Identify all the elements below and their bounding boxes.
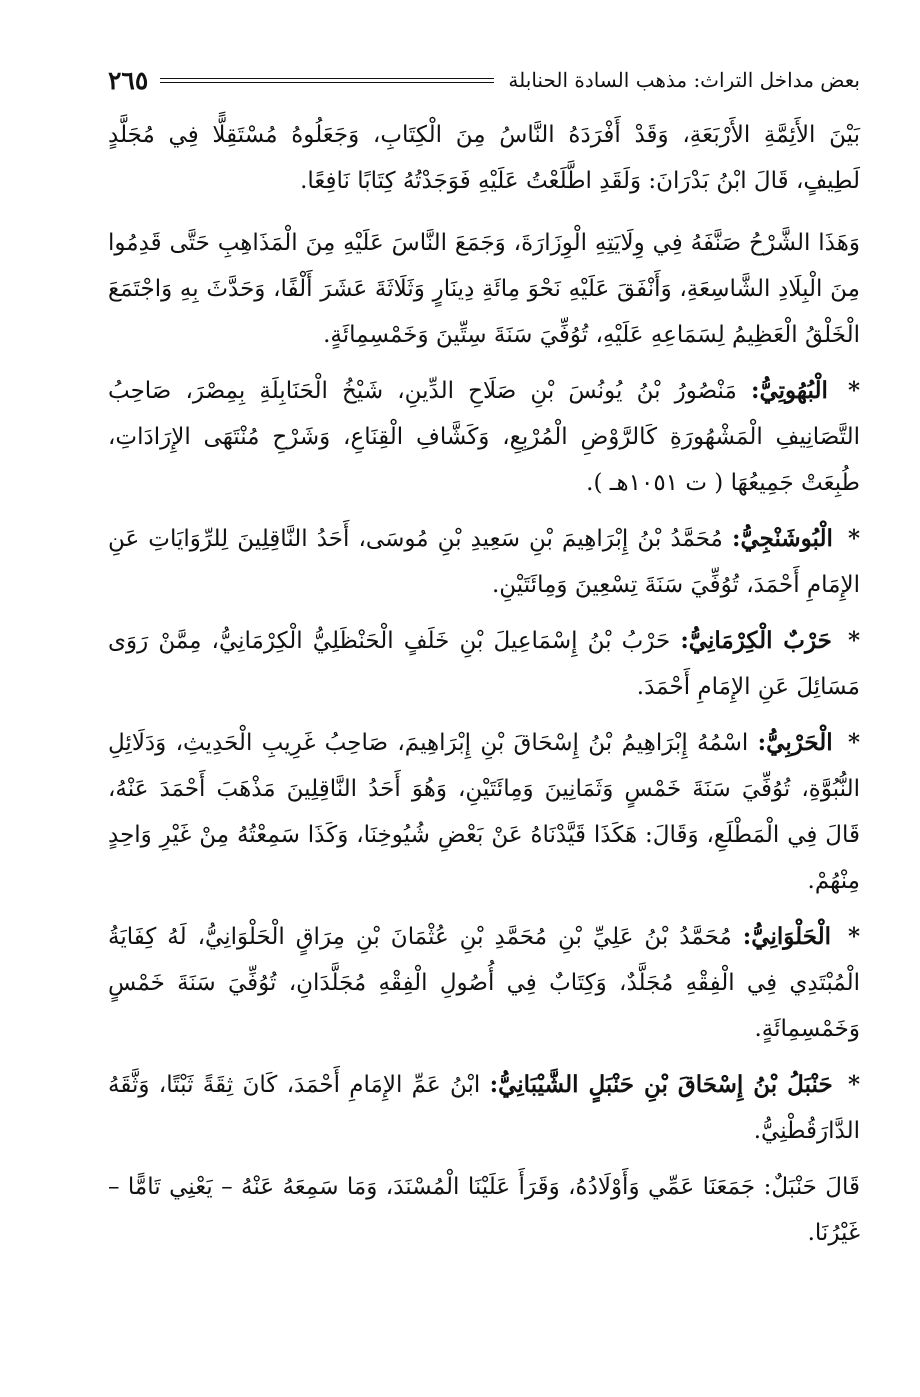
paragraph xyxy=(108,220,860,358)
paragraph-text: قَالَ حَنْبَلٌ: جَمَعَنَا عَمِّي وَأَوْلَادُهُ، وَقَرَأَ عَلَيْنَا الْمُسْنَدَ، وَمَا سَمِعَهُ عَنْهُ – يَعْنِي تَامًّا – غَيْرُنَا. xyxy=(108,1174,860,1246)
entry-buhuti xyxy=(108,368,860,506)
bullet-marker: * xyxy=(847,923,861,950)
header-rule xyxy=(160,78,494,83)
book-page xyxy=(108,60,860,1266)
entry-text: مَنْصُورُ بْنُ يُونُسَ بْنِ صَلَاحِ الدِّينِ، شَيْخُ الْحَنَابِلَةِ بِمِصْرَ، صَاحِبُ التَّصَانِيفِ الْمَشْهُورَةِ كَالرَّوْضِ الْمُرْبِعِ، وَكَشَّافِ الْقِنَاعِ، وَشَرْحِ مُنْتَهَى الإِرَادَاتِ، طُبِعَتْ جَمِيعُهَا ( ت ١٠٥١هـ ). xyxy=(108,378,860,496)
paragraph-quote-hanbal xyxy=(108,1164,860,1256)
bullet-marker: * xyxy=(847,525,861,552)
paragraph-text: وَهَذَا الشَّرْحُ صَنَّفَهُ فِي وِلَايَتِهِ الْوِزَارَةَ، وَجَمَعَ النَّاسَ عَلَيْهِ مِنَ الْمَذَاهِبِ حَتَّى قَدِمُوا مِنَ الْبِلَادِ الشَّاسِعَةِ، وَأَنْفَقَ عَلَيْهِ نَحْوَ مِائَةِ دِينَارٍ وَثَلَاثَةَ عَشَرَ أَلْفًا، وَحَدَّثَ بِهِ وَاجْتَمَعَ الْخَلْقُ الْعَظِيمُ لِسَمَاعِهِ عَلَيْهِ، تُوُفِّيَ سَنَةَ سِتِّينَ وَخَمْسِمِائَةٍ. xyxy=(108,230,860,348)
entry-text: اسْمُهُ إِبْرَاهِيمُ بْنُ إِسْحَاقَ بْنِ إِبْرَاهِيمَ، صَاحِبُ غَرِيبِ الْحَدِيثِ، وَدَلَائِلِ النُّبُوَّةِ، تُوُفِّيَ سَنَةَ خَمْسٍ وَثَمَانِينَ وَمِائَتَيْنِ، وَهُوَ أَحَدُ النَّاقِلِينَ مَذْهَبَ أَحْمَدَ عَنْهُ، قَالَ فِي الْمَطْلَعِ، وَقَالَ: هَكَذَا قَيَّدْنَاهُ عَنْ بَعْضِ شُيُوخِنَا، وَكَذَا سَمِعْتُهُ مِنْ غَيْرِ وَاحِدٍ مِنْهُمْ. xyxy=(108,730,860,894)
entry-name: حَرْبٌ الْكِرْمَانِيُّ: xyxy=(680,627,832,654)
entry-text: مُحَمَّدُ بْنُ إِبْرَاهِيمَ بْنِ سَعِيدِ بْنِ مُوسَى، أَحَدُ النَّاقِلِينَ لِلرِّوَايَاتِ عَنِ الإِمَامِ أَحْمَدَ، تُوُفِّيَ سَنَةَ تِسْعِينَ وَمِائَتَيْنِ. xyxy=(108,526,860,598)
paragraph-continuation xyxy=(108,112,860,204)
page-number: ٢٦٥ xyxy=(108,65,149,95)
paragraph-text: بَيْنَ الأَئِمَّةِ الأَرْبَعَةِ، وَقَدْ أَفْرَدَهُ النَّاسُ مِنَ الْكِتَابِ، وَجَعَلُوهُ مُسْتَقِلًّا فِي مُجَلَّدٍ لَطِيفٍ، قَالَ ابْنُ بَدْرَانَ: وَلَقَدِ اطَّلَعْتُ عَلَيْهِ فَوَجَدْتُهُ كِتَابًا نَافِعًا. xyxy=(108,122,860,194)
entry-text: ابْنُ عَمِّ الإِمَامِ أَحْمَدَ، كَانَ ثِقَةً ثَبْتًا، وَثَّقَهُ الدَّارَقُطْنِيُّ. xyxy=(108,1072,860,1144)
entry-name: حَنْبَلُ بْنُ إِسْحَاقَ بْنِ حَنْبَلٍ الشَّيْبَانِيُّ: xyxy=(489,1071,833,1098)
entry-harb-kirmani xyxy=(108,618,860,710)
running-title: بعض مداخل التراث: مذهب السادة الحنابلة xyxy=(508,68,860,92)
entry-halwani xyxy=(108,914,860,1052)
body-text xyxy=(108,112,860,1256)
page-header xyxy=(108,60,860,100)
entry-name: الْحَرْبِيُّ: xyxy=(757,729,833,756)
entry-name: الْبُهُوتِيُّ: xyxy=(750,377,828,404)
entry-text: مُحَمَّدُ بْنُ عَلِيِّ بْنِ مُحَمَّدِ بْنِ عُثْمَانَ بْنِ مِرَاقٍ الْحَلْوَانِيُّ، لَهُ كِفَايَةُ الْمُبْتَدِي فِي الْفِقْهِ مُجَلَّدٌ، وَكِتَابٌ فِي أُصُولِ الْفِقْهِ مُجَلَّدَانِ، تُوُفِّيَ سَنَةَ خَمْسٍ وَخَمْسِمِائَةٍ. xyxy=(108,924,860,1042)
entry-harbi xyxy=(108,720,860,904)
entry-name: الْحَلْوَانِيُّ: xyxy=(742,923,831,950)
entry-text: حَرْبُ بْنُ إِسْمَاعِيلَ بْنِ خَلَفٍ الْحَنْظَلِيُّ الْكِرْمَانِيُّ، مِمَّنْ رَوَى مَسَائِلَ عَنِ الإِمَامِ أَحْمَدَ. xyxy=(108,628,860,700)
bullet-marker: * xyxy=(848,1071,861,1098)
entry-hanbal-shaybani xyxy=(108,1062,860,1154)
entry-name: الْبُوشَنْجِيُّ: xyxy=(731,525,833,552)
bullet-marker: * xyxy=(847,627,860,654)
bullet-marker: * xyxy=(847,377,861,404)
entry-bushanji xyxy=(108,516,860,608)
bullet-marker: * xyxy=(847,729,861,756)
